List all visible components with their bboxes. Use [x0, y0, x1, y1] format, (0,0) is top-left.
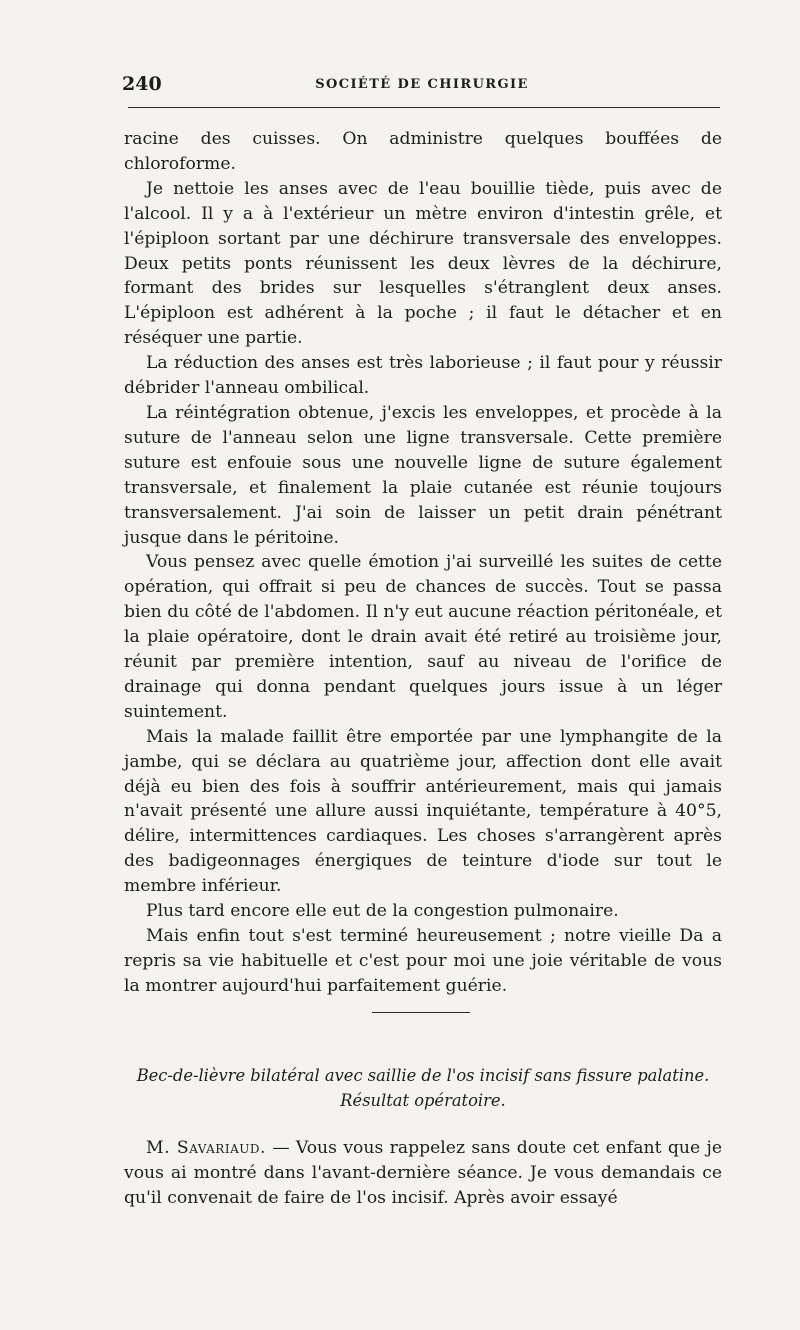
- page-number: 240: [122, 73, 162, 95]
- closing-paragraph-text: — Vous vous rappelez sans doute cet enfant que je vous ai montré dans l'avant-dernière séance. Je vous demandais ce qu'il convenait de faire de l'os incisif. Après avoir essayé: [124, 1138, 722, 1208]
- paragraph: Je nettoie les anses avec de l'eau bouillie tiède, puis avec de l'alcool. Il y a à l'extérieur un mètre environ d'intestin grêle, et l'épiploon sortant par une déchirure transversale des enveloppes. Deux petits ponts réunissent les deux lèvres de la déchirure, formant des brides sur lesquelles s'étranglent deux anses. L'épiploon est adhérent à la poche ; il faut le détacher et en réséquer une partie.: [124, 178, 722, 349]
- section-title-line-1: Bec-de-lièvre bilatéral avec saillie de l'os incisif sans fissure palatine.: [136, 1066, 710, 1085]
- page-header: [122, 70, 722, 100]
- header-rule: [128, 107, 720, 108]
- paragraph: La réintégration obtenue, j'excis les enveloppes, et procède à la suture de l'anneau selon une ligne transversale. Cette première suture est enfouie sous une nouvelle ligne de suture également transversale, et finalement la plaie cutanée est réunie toujours transversalement. J'ai soin de laisser un petit drain pénétrant jusque dans le péritoine.: [124, 402, 722, 548]
- speaker-name: M. Savariaud.: [146, 1138, 266, 1158]
- main-text: [124, 127, 722, 999]
- closing-text: [124, 1136, 722, 1211]
- section-title-line-2: Résultat opératoire.: [340, 1091, 506, 1110]
- paragraph: racine des cuisses. On administre quelques bouffées de chloroforme.: [124, 129, 722, 174]
- running-title: SOCIÉTÉ DE CHIRURGIE: [315, 77, 529, 92]
- paragraph: Vous pensez avec quelle émotion j'ai surveillé les suites de cette opération, qui offrait si peu de chances de succès. Tout se passa bien du côté de l'abdomen. Il n'y eut aucune réaction péritonéale, et la plaie opératoire, dont le drain avait été retiré au troisième jour, réunit par première intention, sauf au niveau de l'orifice de drainage qui donna pendant quelques jours issue à un léger suintement.: [124, 552, 722, 722]
- paragraph: La réduction des anses est très laborieuse ; il faut pour y réussir débrider l'anneau ombilical.: [124, 353, 722, 399]
- paragraph: Mais la malade faillit être emportée par une lymphangite de la jambe, qui se déclara au quatrième jour, affection dont elle avait déjà eu bien des fois à souffrir antérieurement, mais qui jamais n'avait présenté une allure aussi inquiétante, température à 40°5, délire, intermittences cardiaques. Les choses s'arrangèrent après des badigeonnages énergiques de teinture d'iode sur tout le membre inférieur.: [124, 726, 722, 897]
- paragraph: Plus tard encore elle eut de la congestion pulmonaire.: [146, 901, 619, 922]
- section-title: [124, 1063, 722, 1113]
- closing-paragraph: [124, 1136, 722, 1211]
- paragraph: Mais enfin tout s'est terminé heureusement ; notre vieille Da a repris sa vie habituelle et c'est pour moi une joie véritable de vous la montrer aujourd'hui parfaitement guérie.: [124, 926, 722, 996]
- section-separator: [372, 1012, 470, 1013]
